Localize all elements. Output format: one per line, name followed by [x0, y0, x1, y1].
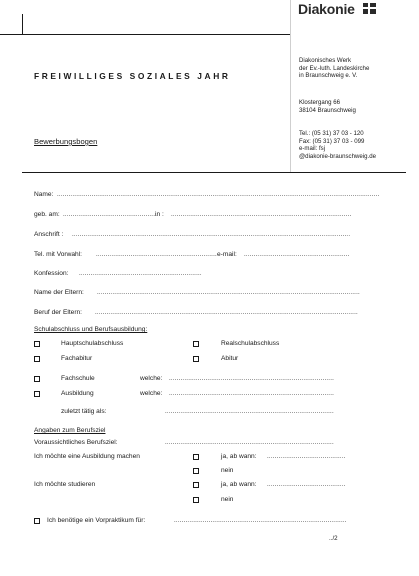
beruf-eltern-field[interactable]: ......................................................................................................................................... — [95, 309, 358, 316]
ausbildung-label: Ausbildung — [61, 390, 94, 397]
hauptschule-checkbox[interactable] — [34, 341, 40, 347]
studieren-ja-label: ja, ab wann: — [221, 481, 257, 488]
ausbildung-ja-checkbox[interactable] — [193, 454, 199, 460]
diakonie-cross-icon — [363, 3, 376, 14]
org-line: Diakonisches Werk — [299, 57, 352, 64]
name-label: Name: — [34, 191, 54, 198]
voraussichtlich-field[interactable]: ........................................................................................ — [165, 439, 334, 446]
konfession-field[interactable]: ................................................................ — [79, 270, 202, 277]
zuletzt-field[interactable]: ........................................................................................ — [165, 408, 334, 415]
voraussichtlich-label: Voraussichtliches Berufsziel: — [34, 439, 118, 446]
org-contact — [299, 130, 419, 160]
ausbildung-nein-checkbox[interactable] — [193, 468, 199, 474]
studieren-ja-checkbox[interactable] — [193, 482, 199, 488]
vorpraktikum-field[interactable]: .......................................................................................... — [174, 517, 347, 524]
right-column-rule — [290, 0, 291, 172]
vorpraktikum-checkbox[interactable] — [34, 518, 40, 524]
ausbildung-ja-field[interactable]: ......................................... — [267, 453, 346, 460]
realschule-checkbox[interactable] — [193, 341, 199, 347]
diakonie-logo-text: Diakonie — [298, 1, 355, 17]
ausbildung-checkbox[interactable] — [34, 391, 40, 397]
name-eltern-field[interactable]: ......................................................................................................................................... — [97, 289, 360, 296]
fachschule-welche-label: welche: — [140, 375, 163, 382]
form-top-rule — [22, 172, 406, 173]
tel-label: Tel. mit Vorwahl: — [34, 251, 83, 258]
org-address — [299, 99, 419, 114]
address-line: 38104 Braunschweig — [299, 106, 356, 114]
org-fax: Fax: (05 31) 37 03 - 099 — [299, 137, 365, 145]
konfession-label: Konfession: — [34, 270, 69, 277]
tel-field[interactable]: ............................................................... — [96, 251, 217, 258]
page-next-indicator: ../2 — [329, 535, 338, 542]
in-label: in : — [155, 211, 164, 218]
ausbildung-welche-label: welche: — [140, 390, 163, 397]
geb-am-label: geb. am: — [34, 211, 60, 218]
form-title: Bewerbungsbogen — [34, 137, 98, 146]
name-field[interactable]: ........................................................................................................................................................................ — [57, 191, 380, 198]
ausbildung-question: Ich möchte eine Ausbildung machen — [34, 453, 140, 460]
fachschule-checkbox[interactable] — [34, 376, 40, 382]
org-email: e-mail: fsj — [299, 145, 326, 153]
fachabitur-checkbox[interactable] — [34, 356, 40, 362]
ausbildung-nein-label: nein — [221, 467, 234, 474]
abitur-label: Abitur — [221, 355, 239, 362]
beruf-heading: Angaben zum Berufsziel — [34, 427, 106, 434]
studieren-nein-checkbox[interactable] — [193, 497, 199, 503]
header-rule — [0, 34, 290, 35]
realschule-label: Realschulabschluss — [221, 340, 280, 347]
name-eltern-label: Name der Eltern: — [34, 289, 84, 296]
hauptschule-label: Hauptschulabschluss — [61, 340, 124, 347]
ausbildung-welche-field[interactable]: ...................................................................................... — [169, 390, 335, 397]
abitur-checkbox[interactable] — [193, 356, 199, 362]
vorpraktikum-label: Ich benötige ein Vorpraktikum für: — [47, 517, 146, 524]
zuletzt-label: zuletzt tätig als: — [61, 408, 107, 415]
fachschule-label: Fachschule — [61, 375, 95, 382]
beruf-eltern-label: Beruf der Eltern: — [34, 309, 83, 316]
page-title: FREIWILLIGES SOZIALES JAHR — [34, 71, 231, 81]
header-rule-vertical — [22, 14, 23, 34]
ausbildung-ja-label: ja, ab wann: — [221, 453, 257, 460]
fachschule-welche-field[interactable]: ...................................................................................... — [169, 375, 335, 382]
anschrift-label: Anschrift : — [34, 231, 64, 238]
in-field[interactable]: .............................................................................................. — [171, 211, 352, 218]
studieren-nein-label: nein — [221, 496, 234, 503]
org-line: in Braunschweig e. V. — [299, 72, 358, 80]
org-tel: Tel.: (05 31) 37 03 - 120 — [299, 130, 364, 137]
studieren-question: Ich möchte studieren — [34, 481, 96, 488]
anschrift-field[interactable]: ................................................................................................................................................. — [72, 231, 351, 238]
email-label: e-mail: — [217, 251, 237, 258]
address-line: Klostergang 66 — [299, 99, 340, 106]
email-field[interactable]: ....................................................... — [244, 251, 350, 258]
geb-am-field[interactable]: ................................................. — [63, 211, 158, 218]
org-line: der Ev.-luth. Landeskirche — [299, 64, 370, 72]
studieren-ja-field[interactable]: ......................................... — [267, 481, 346, 488]
org-name — [299, 57, 419, 80]
schule-heading: Schulabschluss und Berufsausbildung: — [34, 326, 148, 333]
org-email-domain: @diakonie-braunschweig.de — [299, 152, 376, 160]
fachabitur-label: Fachabitur — [61, 355, 93, 362]
